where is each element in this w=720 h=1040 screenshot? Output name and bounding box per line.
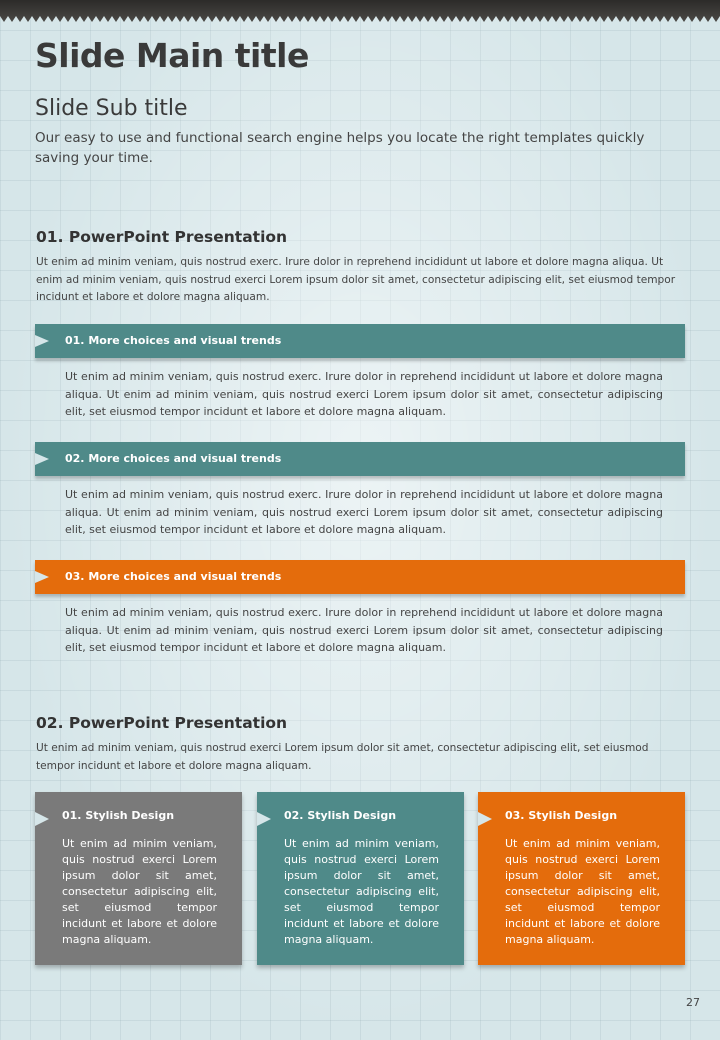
card-3-body: Ut enim ad minim veniam, quis nostrud exerci Lorem ipsum dolor sit amet, consectetur adipiscing elit, set eiusmod tempor incidunt et labore et dolore magna aliquam.	[505, 837, 660, 946]
band-item-2-label: 02. More choices and visual trends	[65, 452, 282, 465]
band-item-3-label: 03. More choices and visual trends	[65, 570, 282, 583]
section-2-body: Ut enim ad minim veniam, quis nostrud exerci Lorem ipsum dolor sit amet, consectetur adipiscing elit, set eiusmod tempor incidunt et labore et dolore magna aliquam.	[36, 742, 649, 772]
card-2	[257, 792, 464, 965]
notch-arrow-icon	[35, 571, 49, 583]
band-item-1-label: 01. More choices and visual trends	[65, 334, 282, 347]
card-3-title: 03. Stylish Design	[505, 809, 618, 822]
notch-arrow-icon	[35, 453, 49, 465]
card-2-body: Ut enim ad minim veniam, quis nostrud exerci Lorem ipsum dolor sit amet, consectetur adipiscing elit, set eiusmod tempor incidunt et labore et dolore magna aliquam.	[284, 837, 439, 946]
intro-text: Our easy to use and functional search engine helps you locate the right templates quickly saving your time.	[35, 130, 645, 166]
notch-arrow-icon	[35, 335, 49, 347]
zigzag-top-border	[0, 0, 720, 24]
page-subtitle: Slide Sub title	[35, 96, 188, 121]
card-1-title: 01. Stylish Design	[62, 809, 175, 822]
page-number: 27	[686, 996, 700, 1009]
band-item-3-body: Ut enim ad minim veniam, quis nostrud exerc. Irure dolor in reprehend incididunt ut labore et dolore magna aliqua. Ut enim ad minim veniam, quis nostrud exerci Lorem ipsum dolor sit amet, consectetur adipiscing elit, set eiusmod tempor incidunt et labore et dolore magna aliquam.	[65, 606, 663, 655]
card-1	[35, 792, 242, 965]
notch-arrow-icon	[35, 812, 49, 826]
band-item-3	[35, 560, 685, 594]
card-3	[478, 792, 685, 965]
band-item-2	[35, 442, 685, 476]
band-item-2-body: Ut enim ad minim veniam, quis nostrud exerc. Irure dolor in reprehend incididunt ut labore et dolore magna aliqua. Ut enim ad minim veniam, quis nostrud exerci Lorem ipsum dolor sit amet, consectetur adipiscing elit, set eiusmod tempor incidunt et labore et dolore magna aliquam.	[65, 488, 663, 537]
section-2-title: 02. PowerPoint Presentation	[36, 714, 288, 732]
section-1-body: Ut enim ad minim veniam, quis nostrud exerc. Irure dolor in reprehend incididunt ut labore et dolore magna aliqua. Ut enim ad minim veniam, quis nostrud exerci Lorem ipsum dolor sit amet, consectetur adipiscing elit, set eiusmod tempor incidunt et labore et dolore magna aliquam.	[36, 256, 676, 304]
band-item-1	[35, 324, 685, 358]
page-title: Slide Main title	[35, 36, 309, 75]
card-1-body: Ut enim ad minim veniam, quis nostrud exerci Lorem ipsum dolor sit amet, consectetur adipiscing elit, set eiusmod tempor incidunt et labore et dolore magna aliquam.	[62, 837, 217, 946]
notch-arrow-icon	[478, 812, 492, 826]
section-1-title: 01. PowerPoint Presentation	[36, 228, 288, 246]
card-2-title: 02. Stylish Design	[284, 809, 397, 822]
notch-arrow-icon	[257, 812, 271, 826]
band-item-1-body: Ut enim ad minim veniam, quis nostrud exerc. Irure dolor in reprehend incididunt ut labore et dolore magna aliqua. Ut enim ad minim veniam, quis nostrud exerci Lorem ipsum dolor sit amet, consectetur adipiscing elit, set eiusmod tempor incidunt et labore et dolore magna aliquam.	[65, 370, 663, 419]
